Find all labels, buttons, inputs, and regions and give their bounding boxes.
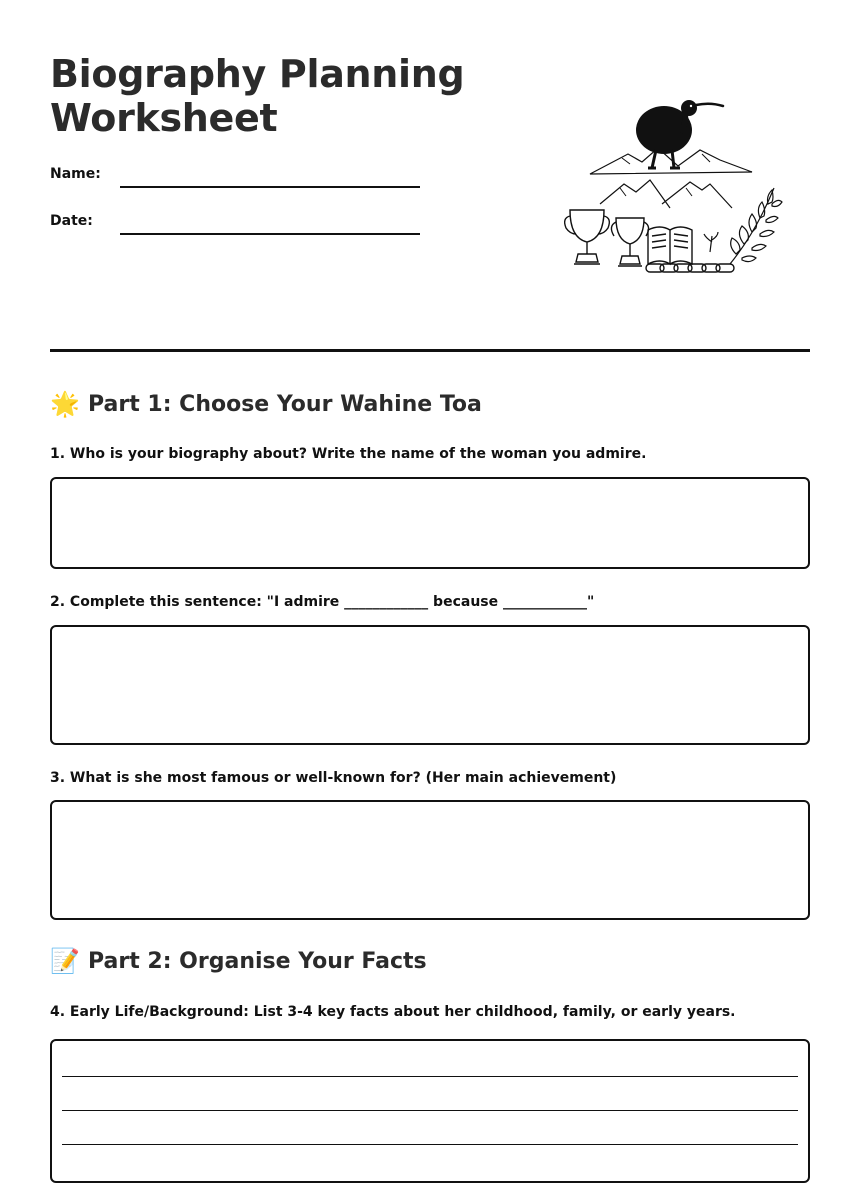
writing-line xyxy=(62,1110,798,1111)
part1-heading xyxy=(50,390,482,418)
answer-box-1[interactable] xyxy=(50,477,810,569)
kiwi-emblem-icon xyxy=(560,92,784,282)
trophy-icon xyxy=(611,218,648,266)
answer-box-2[interactable] xyxy=(50,625,810,745)
fern-icon xyxy=(730,188,782,264)
book-icon xyxy=(648,227,692,264)
date-label: Date: xyxy=(50,213,93,229)
answer-box-4[interactable] xyxy=(50,1039,810,1183)
writing-line xyxy=(62,1076,798,1077)
memo-icon: 📝 xyxy=(50,947,80,975)
chain-icon xyxy=(646,264,734,272)
date-line[interactable] xyxy=(120,233,420,235)
sprout-icon xyxy=(704,232,718,252)
title-line-1: Biography Planning xyxy=(50,52,465,96)
name-line[interactable] xyxy=(120,186,420,188)
question-4: 4. Early Life/Background: List 3-4 key facts about her childhood, family, or early years. xyxy=(50,1004,736,1020)
writing-line xyxy=(62,1144,798,1145)
part2-heading xyxy=(50,947,427,975)
answer-box-3[interactable] xyxy=(50,800,810,920)
page-title xyxy=(50,52,490,140)
question-3: 3. What is she most famous or well-known for? (Her main achievement) xyxy=(50,770,617,786)
trophy-icon xyxy=(565,210,610,264)
part2-heading-text: Part 2: Organise Your Facts xyxy=(88,948,427,974)
kiwi-bird-icon xyxy=(636,100,723,168)
question-2: 2. Complete this sentence: "I admire ____________ because ____________" xyxy=(50,594,595,610)
title-line-2: Worksheet xyxy=(50,96,278,140)
question-1: 1. Who is your biography about? Write the name of the woman you admire. xyxy=(50,446,647,462)
name-label: Name: xyxy=(50,166,101,182)
part1-heading-text: Part 1: Choose Your Wahine Toa xyxy=(88,391,482,417)
header-divider xyxy=(50,349,810,352)
star-icon: 🌟 xyxy=(50,390,80,418)
